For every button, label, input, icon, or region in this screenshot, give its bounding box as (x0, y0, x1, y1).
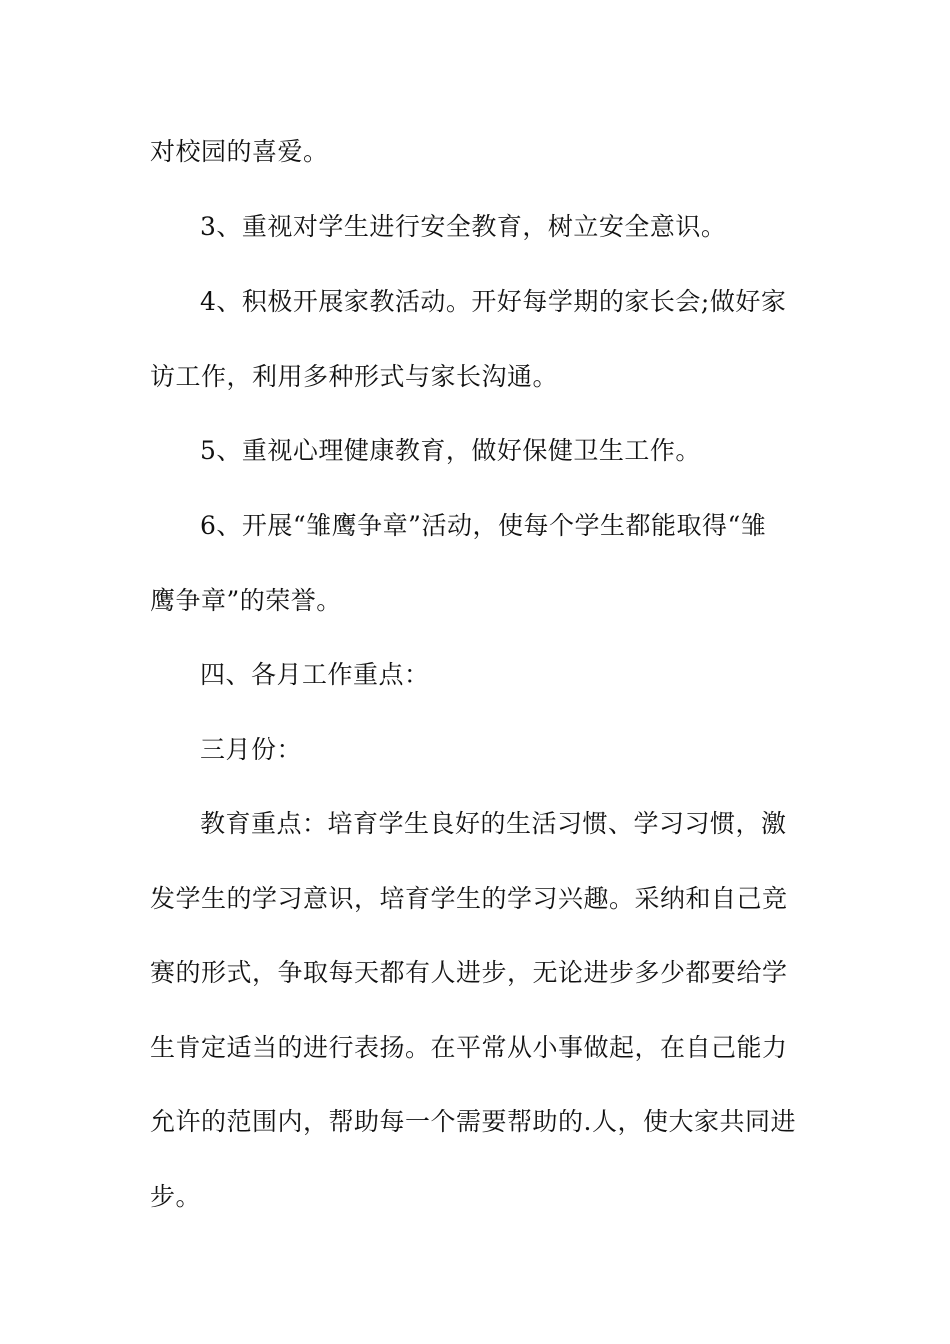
text-line: 教育重点：培育学生良好的生活习惯、学习习惯，激 (200, 809, 787, 838)
text-line: 鹰争章”的荣誉。 (150, 586, 342, 615)
month-heading: 三月份： (200, 735, 303, 764)
text-line: 对校园的喜爱。 (150, 137, 329, 166)
text-line: 步。 (150, 1182, 202, 1211)
text-line: 生肯定适当的进行表扬。在平常从小事做起，在自己能力 (150, 1033, 788, 1062)
text-line: 赛的形式，争取每天都有人进步，无论进步多少都要给学 (150, 958, 788, 987)
text-line: 5、重视心理健康教育，做好保健卫生工作。 (200, 436, 701, 465)
text-line: 允许的范围内，帮助每一个需要帮助的.人，使大家共同进 (150, 1107, 796, 1136)
section-heading: 四、各月工作重点： (200, 660, 430, 689)
text-line: 发学生的学习意识，培育学生的学习兴趣。采纳和自己竞 (150, 884, 788, 913)
text-line: 6、开展“雏鹰争章”活动，使每个学生都能取得“雏 (200, 511, 767, 540)
text-line: 访工作，利用多种形式与家长沟通。 (150, 362, 559, 391)
text-line: 3、重视对学生进行安全教育，树立安全意识。 (200, 212, 727, 241)
text-line: 4、积极开展家教活动。开好每学期的家长会;做好家 (200, 287, 787, 316)
